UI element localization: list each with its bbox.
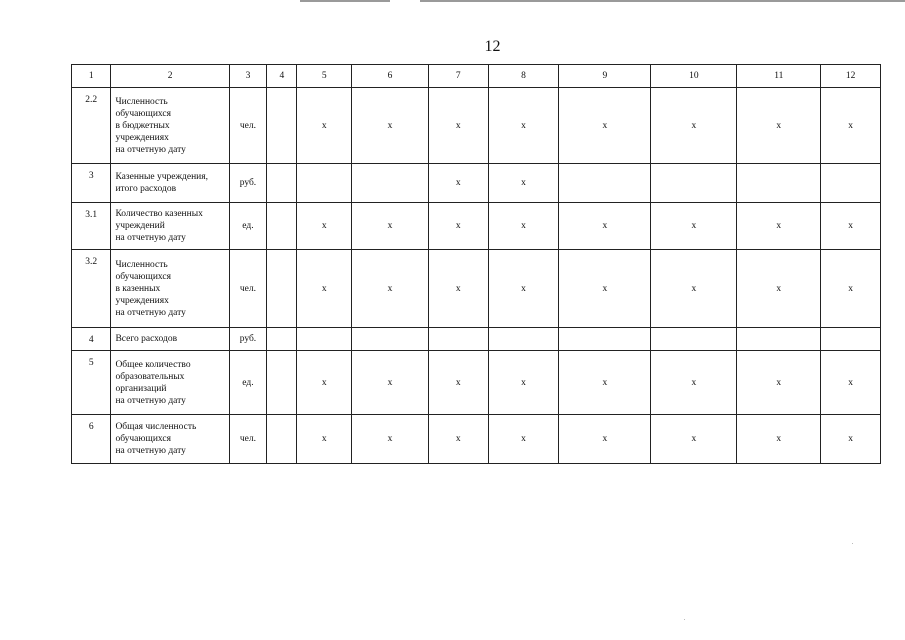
table-row [72, 203, 881, 250]
row-value-cell-5: х [297, 415, 352, 464]
row-number-cell: 3 [72, 164, 111, 203]
scan-speck [684, 619, 685, 620]
row-unit-cell: руб. [229, 328, 266, 351]
row-value-cell-10: х [651, 203, 737, 250]
row-value-cell-11: х [737, 250, 821, 328]
row-value-cell-8: х [488, 250, 559, 328]
header-cell-10: 10 [651, 65, 737, 88]
header-row [72, 65, 881, 88]
row-number-cell: 4 [72, 328, 111, 351]
row-value-cell-10 [651, 164, 737, 203]
header-cell-5: 5 [297, 65, 352, 88]
row-value-cell-5: х [297, 203, 352, 250]
row-value-cell-7: х [428, 250, 488, 328]
row-value-cell-11 [737, 164, 821, 203]
row-value-cell-9: х [559, 88, 651, 164]
row-value-cell-6: х [352, 250, 429, 328]
row-number-cell: 5 [72, 351, 111, 415]
row-value-cell-12: х [821, 88, 881, 164]
table-body [72, 65, 881, 464]
row-value-cell-6 [352, 328, 429, 351]
header-cell-9: 9 [559, 65, 651, 88]
row-indicator-name: Численность обучающихся в казенных учреждениях на отчетную дату [111, 250, 229, 328]
row-value-cell-4 [267, 415, 297, 464]
table-row [72, 415, 881, 464]
row-unit-cell: ед. [229, 351, 266, 415]
row-unit-cell: ед. [229, 203, 266, 250]
row-value-cell-8: х [488, 415, 559, 464]
table-row [72, 351, 881, 415]
row-value-cell-4 [267, 164, 297, 203]
row-value-cell-6 [352, 164, 429, 203]
row-value-cell-9: х [559, 250, 651, 328]
row-value-cell-8 [488, 328, 559, 351]
row-value-cell-4 [267, 250, 297, 328]
row-value-cell-9 [559, 328, 651, 351]
row-indicator-name: Общая численность обучающихся на отчетную дату [111, 415, 229, 464]
row-value-cell-5: х [297, 88, 352, 164]
row-value-cell-9: х [559, 351, 651, 415]
row-value-cell-8: х [488, 203, 559, 250]
header-cell-8: 8 [488, 65, 559, 88]
table-row [72, 164, 881, 203]
row-value-cell-11: х [737, 88, 821, 164]
row-value-cell-5 [297, 328, 352, 351]
row-value-cell-4 [267, 88, 297, 164]
row-value-cell-7 [428, 328, 488, 351]
row-value-cell-4 [267, 328, 297, 351]
header-cell-3: 3 [229, 65, 266, 88]
row-unit-cell: чел. [229, 250, 266, 328]
row-value-cell-12: х [821, 250, 881, 328]
header-cell-1: 1 [72, 65, 111, 88]
table-row [72, 88, 881, 164]
row-value-cell-11 [737, 328, 821, 351]
row-value-cell-9: х [559, 203, 651, 250]
row-value-cell-11: х [737, 203, 821, 250]
row-value-cell-12: х [821, 203, 881, 250]
table-row [72, 250, 881, 328]
row-value-cell-7: х [428, 415, 488, 464]
row-value-cell-8: х [488, 88, 559, 164]
header-cell-7: 7 [428, 65, 488, 88]
row-value-cell-5 [297, 164, 352, 203]
row-value-cell-12 [821, 328, 881, 351]
row-unit-cell: чел. [229, 415, 266, 464]
row-value-cell-5: х [297, 351, 352, 415]
scan-speck [852, 543, 853, 544]
row-number-cell: 6 [72, 415, 111, 464]
row-number-cell: 3.2 [72, 250, 111, 328]
report-table [71, 64, 881, 464]
row-value-cell-10: х [651, 250, 737, 328]
row-value-cell-12 [821, 164, 881, 203]
row-value-cell-11: х [737, 415, 821, 464]
row-value-cell-5: х [297, 250, 352, 328]
scan-top-rule-left [300, 0, 390, 2]
row-value-cell-12: х [821, 351, 881, 415]
row-value-cell-6: х [352, 351, 429, 415]
row-value-cell-9 [559, 164, 651, 203]
row-value-cell-9: х [559, 415, 651, 464]
row-unit-cell: руб. [229, 164, 266, 203]
row-indicator-name: Казенные учреждения, итого расходов [111, 164, 229, 203]
row-value-cell-10: х [651, 88, 737, 164]
row-value-cell-4 [267, 203, 297, 250]
row-value-cell-10: х [651, 415, 737, 464]
page-number: 12 [484, 38, 501, 55]
row-value-cell-7: х [428, 88, 488, 164]
row-value-cell-6: х [352, 88, 429, 164]
header-cell-6: 6 [352, 65, 429, 88]
header-cell-4: 4 [267, 65, 297, 88]
row-indicator-name: Общее количество образовательных организаций на отчетную дату [111, 351, 229, 415]
row-value-cell-8: х [488, 351, 559, 415]
row-indicator-name: Численность обучающихся в бюджетных учреждениях на отчетную дату [111, 88, 229, 164]
row-indicator-name: Количество казенных учреждений на отчетную дату [111, 203, 229, 250]
row-value-cell-6: х [352, 203, 429, 250]
row-value-cell-7: х [428, 164, 488, 203]
header-cell-12: 12 [821, 65, 881, 88]
row-value-cell-11: х [737, 351, 821, 415]
row-value-cell-10 [651, 328, 737, 351]
row-value-cell-8: х [488, 164, 559, 203]
row-value-cell-6: х [352, 415, 429, 464]
row-value-cell-4 [267, 351, 297, 415]
row-value-cell-7: х [428, 351, 488, 415]
row-unit-cell: чел. [229, 88, 266, 164]
row-indicator-name: Всего расходов [111, 328, 229, 351]
row-number-cell: 2.2 [72, 88, 111, 164]
row-value-cell-10: х [651, 351, 737, 415]
header-cell-2: 2 [111, 65, 229, 88]
row-value-cell-7: х [428, 203, 488, 250]
row-number-cell: 3.1 [72, 203, 111, 250]
header-cell-11: 11 [737, 65, 821, 88]
table-row [72, 328, 881, 351]
scan-top-rule-right [420, 0, 905, 2]
row-value-cell-12: х [821, 415, 881, 464]
